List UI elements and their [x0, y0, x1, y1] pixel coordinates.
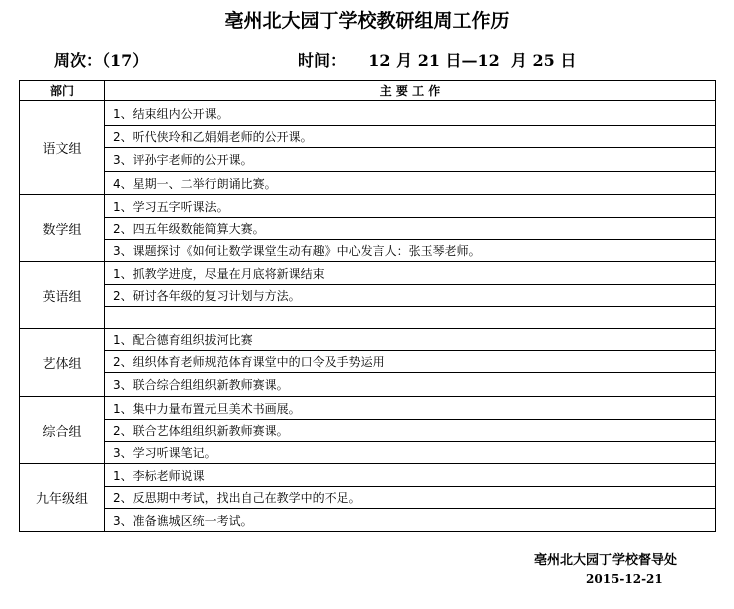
table-row	[20, 329, 716, 351]
table-row	[20, 172, 716, 195]
table-row	[20, 307, 716, 329]
table-row	[20, 240, 716, 262]
work-item-cell: 1、集中力量布置元旦美术书画展。	[105, 397, 716, 420]
work-item-cell: 2、组织体育老师规范体育课堂中的口令及手势运用	[105, 351, 716, 373]
table-row	[20, 285, 716, 307]
work-item-cell: 2、听代侠玲和乙娟娟老师的公开课。	[105, 126, 716, 148]
table-row	[20, 487, 716, 509]
work-schedule-table	[19, 80, 716, 532]
table-row	[20, 509, 716, 532]
table-row	[20, 148, 716, 172]
table-header-row	[20, 81, 716, 101]
page-title: 亳州北大园丁学校教研组周工作历	[224, 10, 510, 32]
work-item-cell: 1、抓教学进度，尽量在月底将新课结束	[105, 262, 716, 285]
week-number: 周次：（17）	[54, 51, 149, 70]
table-row	[20, 351, 716, 373]
table-row	[20, 101, 716, 126]
group-name-cell: 综合组	[20, 397, 105, 464]
work-item-cell: 3、课题探讨《如何让数学课堂生动有趣》中心发言人：张玉琴老师。	[105, 240, 716, 262]
work-item-cell: 3、评孙宇老师的公开课。	[105, 148, 716, 172]
work-item-cell: 2、联合艺体组组织新教师赛课。	[105, 420, 716, 442]
table-row	[20, 373, 716, 397]
work-item-cell: 1、配合德育组织拔河比赛	[105, 329, 716, 351]
work-item-cell: 2、研讨各年级的复习计划与方法。	[105, 285, 716, 307]
group-name-cell: 数学组	[20, 195, 105, 262]
table-row	[20, 420, 716, 442]
work-item-cell: 1、李标老师说课	[105, 464, 716, 487]
footer-organization: 亳州北大园丁学校督导处	[534, 553, 678, 568]
table-row	[20, 262, 716, 285]
work-item-cell: 3、联合综合组组织新教师赛课。	[105, 373, 716, 397]
column-header-main-work: 主 要 工 作	[105, 81, 716, 101]
date-range: 时间： 12 月 21 日—12 月 25 日	[298, 51, 577, 70]
table-row	[20, 195, 716, 218]
table-row	[20, 218, 716, 240]
table-row	[20, 397, 716, 420]
group-name-cell: 英语组	[20, 262, 105, 329]
work-item-cell: 2、四五年级数能简算大赛。	[105, 218, 716, 240]
table-row	[20, 464, 716, 487]
work-item-cell: 3、准备谯城区统一考试。	[105, 509, 716, 532]
footer-date: 2015-12-21	[586, 572, 663, 586]
work-item-cell	[105, 307, 716, 329]
work-item-cell: 2、反思期中考试，找出自己在教学中的不足。	[105, 487, 716, 509]
group-name-cell: 艺体组	[20, 329, 105, 397]
table-body	[20, 101, 716, 532]
work-item-cell: 1、学习五字听课法。	[105, 195, 716, 218]
table-row	[20, 126, 716, 148]
group-name-cell: 九年级组	[20, 464, 105, 532]
table-row	[20, 442, 716, 464]
work-item-cell: 4、星期一、二举行朗诵比赛。	[105, 172, 716, 195]
group-name-cell: 语文组	[20, 101, 105, 195]
column-header-dept: 部门	[20, 81, 105, 101]
work-item-cell: 1、结束组内公开课。	[105, 101, 716, 126]
work-item-cell: 3、学习听课笔记。	[105, 442, 716, 464]
